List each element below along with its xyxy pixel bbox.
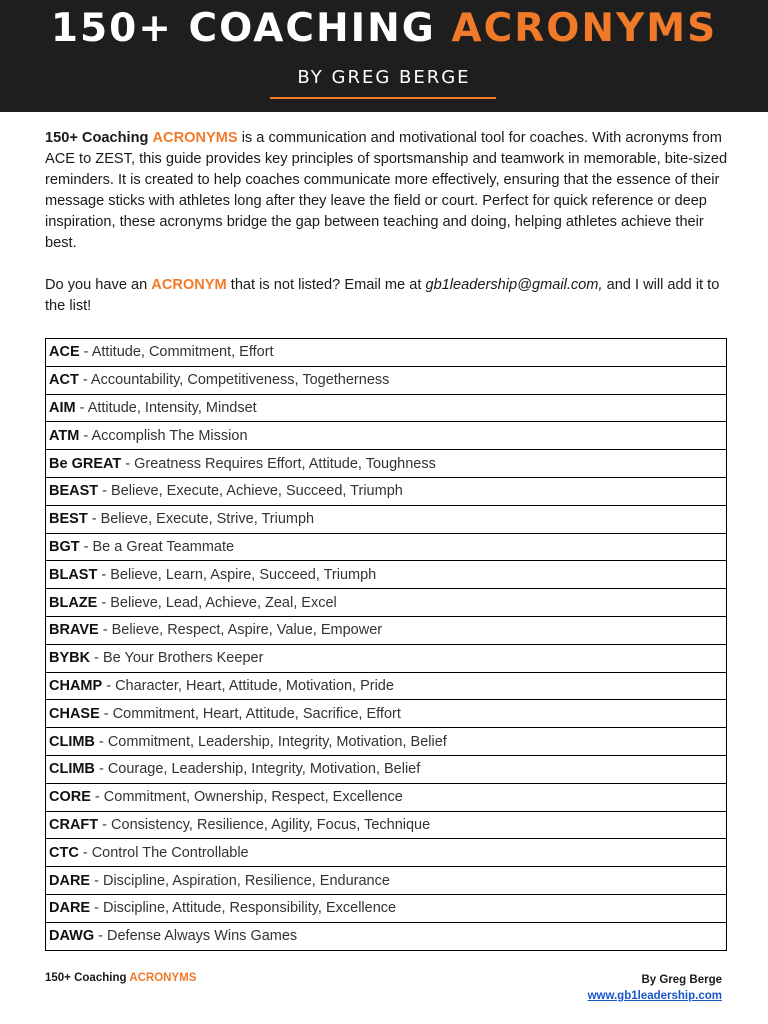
acronym-cell: DAWG - Defense Always Wins Games — [46, 922, 727, 950]
acronym-cell: BRAVE - Believe, Respect, Aspire, Value, Empower — [46, 616, 727, 644]
table-row — [46, 922, 727, 950]
contact-email[interactable]: gb1leadership@gmail.com, — [425, 277, 603, 293]
acronym-meaning: Believe, Execute, Achieve, Succeed, Triumph — [111, 483, 403, 500]
acronym-term: DAWG — [49, 928, 95, 945]
acronym-meaning: Consistency, Resilience, Agility, Focus, Technique — [111, 816, 431, 833]
website-link[interactable]: www.gb1leadership.com — [587, 990, 722, 1002]
acronym-meaning: Be Your Brothers Keeper — [102, 650, 264, 667]
acronym-cell: BYBK - Be Your Brothers Keeper — [46, 644, 727, 672]
acronym-meaning: Commitment, Ownership, Respect, Excellence — [103, 789, 403, 806]
acronym-meaning: Commitment, Leadership, Integrity, Motivation, Belief — [107, 733, 447, 750]
footer-author: By Greg Berge — [641, 974, 722, 986]
acronym-term: BLAZE — [49, 594, 98, 611]
acronym-cell: CHASE - Commitment, Heart, Attitude, Sacrifice, Effort — [46, 700, 727, 728]
submission-paragraph — [45, 275, 729, 317]
acronym-cell: DARE - Discipline, Aspiration, Resilience, Endurance — [46, 867, 727, 895]
submission-pre: Do you have an — [45, 277, 148, 293]
acronym-term: BRAVE — [49, 622, 99, 639]
acronym-cell: CHAMP - Character, Heart, Attitude, Motivation, Pride — [46, 672, 727, 700]
table-row — [46, 811, 727, 839]
acronym-meaning: Greatness Requires Effort, Attitude, Toughness — [134, 455, 436, 472]
intro-section — [45, 128, 729, 317]
acronym-cell: CLIMB - Courage, Leadership, Integrity, Motivation, Belief — [46, 755, 727, 783]
submission-mid: that is not listed? Email me at — [230, 277, 422, 293]
acronym-meaning: Believe, Learn, Aspire, Succeed, Triumph — [110, 566, 377, 583]
acronym-cell: ATM - Accomplish The Mission — [46, 422, 727, 450]
table-row — [46, 644, 727, 672]
acronym-cell: BLAST - Believe, Learn, Aspire, Succeed, Triumph — [46, 561, 727, 589]
acronym-term: CORE — [49, 789, 91, 806]
acronym-meaning: Commitment, Heart, Attitude, Sacrifice, Effort — [112, 705, 401, 722]
acronym-term: CHASE — [49, 705, 100, 722]
table-row — [46, 672, 727, 700]
intro-accent: ACRONYMS — [152, 130, 238, 146]
page-title — [0, 6, 768, 51]
acronym-cell: AIM - Attitude, Intensity, Mindset — [46, 394, 727, 422]
acronym-term: CLIMB — [49, 761, 95, 778]
acronym-meaning: Discipline, Aspiration, Resilience, Endurance — [102, 872, 390, 889]
table-row — [46, 561, 727, 589]
acronym-term: ACT — [49, 372, 79, 389]
footer-title — [45, 972, 196, 984]
intro-bold: 150+ Coaching — [45, 130, 149, 146]
acronym-meaning: Character, Heart, Attitude, Motivation, Pride — [115, 677, 394, 694]
acronym-term: BEST — [49, 511, 88, 528]
title-accent: ACRONYMS — [451, 6, 718, 51]
acronym-cell: ACE - Attitude, Commitment, Effort — [46, 339, 727, 367]
table-row — [46, 394, 727, 422]
table-row — [46, 700, 727, 728]
acronym-term: BYBK — [49, 650, 91, 667]
acronym-term: ATM — [49, 427, 80, 444]
acronym-cell: DARE - Discipline, Attitude, Responsibility, Excellence — [46, 894, 727, 922]
table-row — [46, 477, 727, 505]
table-row — [46, 339, 727, 367]
acronym-cell: CORE - Commitment, Ownership, Respect, Excellence — [46, 783, 727, 811]
byline-underline — [270, 97, 496, 99]
acronym-meaning: Believe, Respect, Aspire, Value, Empower — [111, 622, 383, 639]
acronym-meaning: Believe, Lead, Achieve, Zeal, Excel — [110, 594, 337, 611]
title-prefix: 150+ COACHING — [50, 6, 436, 51]
table-row — [46, 783, 727, 811]
table-row — [46, 450, 727, 478]
acronym-cell: CRAFT - Consistency, Resilience, Agility, Focus, Technique — [46, 811, 727, 839]
table-row — [46, 728, 727, 756]
acronym-meaning: Be a Great Teammate — [92, 538, 235, 555]
table-row — [46, 839, 727, 867]
table-row — [46, 366, 727, 394]
acronym-cell: CTC - Control The Controllable — [46, 839, 727, 867]
acronym-cell: BEST - Believe, Execute, Strive, Triumph — [46, 505, 727, 533]
acronym-meaning: Control The Controllable — [91, 844, 249, 861]
acronym-term: BGT — [49, 538, 80, 555]
table-row — [46, 755, 727, 783]
acronym-term: AIM — [49, 399, 76, 416]
table-row — [46, 422, 727, 450]
acronym-table-body — [46, 339, 727, 951]
submission-post: and I will add it to the list! — [45, 277, 720, 314]
table-row — [46, 894, 727, 922]
header-banner — [0, 0, 768, 112]
acronym-term: CLIMB — [49, 733, 95, 750]
acronym-term: BLAST — [49, 566, 98, 583]
intro-text: is a communication and motivational tool for coaches. With acronyms from ACE to ZEST, this guide provides key principles of sportsmanship and teamwork in memorable, bite-sized reminders. It is created to help coaches communicate more effectively, ensuring that the essence of their message sticks with athletes long after they leave the field or court. Perfect for quick reference or deep inspiration, these acronyms bridge the gap between teaching and doing, helping athletes achieve their best. — [45, 130, 728, 251]
acronym-table — [45, 338, 727, 951]
acronym-cell: BGT - Be a Great Teammate — [46, 533, 727, 561]
footer-title-bold: 150+ Coaching — [45, 972, 127, 984]
table-row — [46, 505, 727, 533]
table-row — [46, 616, 727, 644]
acronym-meaning: Accountability, Competitiveness, Togetherness — [90, 372, 390, 389]
acronym-meaning: Attitude, Commitment, Effort — [91, 344, 274, 361]
acronym-cell: BLAZE - Believe, Lead, Achieve, Zeal, Excel — [46, 589, 727, 617]
table-row — [46, 867, 727, 895]
acronym-cell: ACT - Accountability, Competitiveness, Togetherness — [46, 366, 727, 394]
acronym-term: CTC — [49, 844, 79, 861]
acronym-term: Be GREAT — [49, 455, 122, 472]
acronym-term: BEAST — [49, 483, 99, 500]
acronym-term: CRAFT — [49, 816, 99, 833]
acronym-term: DARE — [49, 900, 91, 917]
table-row — [46, 533, 727, 561]
table-row — [46, 589, 727, 617]
acronym-meaning: Attitude, Intensity, Mindset — [87, 399, 257, 416]
acronym-term: DARE — [49, 872, 91, 889]
acronym-meaning: Defense Always Wins Games — [107, 928, 298, 945]
acronym-cell: Be GREAT - Greatness Requires Effort, Attitude, Toughness — [46, 450, 727, 478]
acronym-term: CHAMP — [49, 677, 103, 694]
footer-title-accent: ACRONYMS — [129, 972, 197, 984]
acronym-cell: CLIMB - Commitment, Leadership, Integrity, Motivation, Belief — [46, 728, 727, 756]
footer-credits — [588, 972, 722, 1004]
acronym-meaning: Believe, Execute, Strive, Triumph — [100, 511, 315, 528]
byline: BY GREG BERGE — [297, 67, 471, 88]
acronym-meaning: Discipline, Attitude, Responsibility, Excellence — [102, 900, 397, 917]
acronym-meaning: Courage, Leadership, Integrity, Motivation, Belief — [107, 761, 421, 778]
acronym-meaning: Accomplish The Mission — [91, 427, 248, 444]
submission-accent: ACRONYM — [151, 277, 227, 293]
intro-paragraph — [45, 128, 729, 254]
acronym-term: ACE — [49, 344, 80, 361]
acronym-cell: BEAST - Believe, Execute, Achieve, Succeed, Triumph — [46, 477, 727, 505]
